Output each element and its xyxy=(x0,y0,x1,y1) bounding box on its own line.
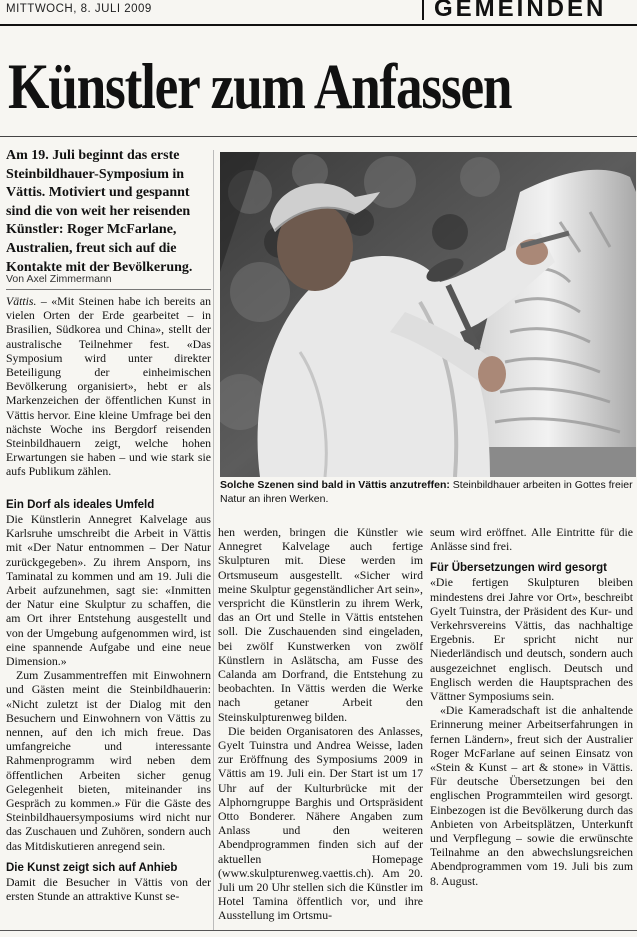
issue-date: MITTWOCH, 8. JULI 2009 xyxy=(6,3,152,15)
paragraph: «Die fertigen Skulpturen bleiben mindestens drei Jahre vor Ort», beschreibt Gyelt Tuinstra, der Präsident des Kur- und Verkehrsvereins Vättis, das nachhaltige Ergebnis. Er spricht nicht nur Niederländisch und deutsch, sondern auch ausgezeichnet englisch. Deutsch und Englisch werden die Hauptsprachen des Vättner Symposiums sein. xyxy=(430,575,633,704)
article-headline: Künstler zum Anfassen xyxy=(8,51,512,123)
body-column-2 xyxy=(218,525,423,923)
article-photo xyxy=(220,152,636,477)
headline-divider xyxy=(0,136,637,137)
article-lead: Am 19. Juli beginnt das erste Steinbildhauer-Symposium in Vättis. Motiviert und gespannt sind die von weit her reisenden Künstler: Roger McFarlane, Australien, freut sich auf die Kontakte mit der Bevölkerung. xyxy=(6,148,193,275)
subheading: Für Übersetzungen wird gesorgt xyxy=(430,562,607,575)
paragraph: Damit die Besucher in Vättis von der ersten Stunde an attraktive Kunst se- xyxy=(6,874,211,904)
paragraph: seum wird eröffnet. Alle Eintritte für die Anlässe sind frei. xyxy=(430,525,633,554)
byline-divider xyxy=(6,289,211,290)
subheading: Ein Dorf als ideales Umfeld xyxy=(6,499,155,511)
paragraph: Die Künstlerin Annegret Kalvelage aus Karlsruhe umschreibt die Arbeit in Vättis mit «Der Natur entnommen – Der Natur zurückgegeben». Zu ihrem Ansporn, ins Taminatal zu kommen und am 19. Juli die Arbeit aufzunehmen, sagt sie: «Inmitten der Natur eine Skulptur zu schaffen, die am Ort ihrer Entstehung ausgestellt und von der Umgebung aufgenommen wird, ist eine spannende Aufgabe und eine neue Dimension.» xyxy=(6,512,211,669)
byline: Von Axel Zimmermann xyxy=(6,273,112,285)
paragraph: Zum Zusammentreffen mit Einwohnern und Gästen meint die Steinbildhauerin: «Nicht zuletzt ist der Dialog mit den Besuchern und Einwohnern von Vättis zu nennen, auf den ich mich freue. Das umfangreiche und interessante Rahmenprogramm wird neben dem öffentlichen Arbeiten sicher genug Gelegenheit bieten, miteinander ins Gespräch zu kommen.» Für die Gäste des Steinbildhauersymposiums wird nicht nur das Zuschauen und Zuhören, sondern auch das Mitdiskutieren anregend sein. xyxy=(6,668,211,853)
section-title: GEMEINDEN xyxy=(422,0,637,20)
body-column-1-bottom xyxy=(6,490,211,903)
caption-lead: Solche Szenen sind bald in Vättis anzutreffen: xyxy=(220,479,450,491)
body-column-1-top xyxy=(6,294,211,479)
paragraph: – «Mit Steinen habe ich bereits an vielen Orten der Erde gearbeitet – in Brasilien, Südkorea und China», stellt der australische Teilnehmer fest. «Das Symposium wird unter direkter Beteiligung der einheimischen Bevölkerung organisiert», hebt er als Markenzeichen der öffentlichen Kunst in Vättis hervor. Eine kleine Umfrage bei den nächste Woche ins Bergdorf reisenden Steinbildhauern zeigt, welche hohen Erwartungen sie haben – und wie stark sie aufs Publikum zählen. xyxy=(6,294,211,479)
body-column-3 xyxy=(430,525,633,888)
photo-caption xyxy=(220,479,636,506)
caption-text: Steinbildhauer arbeiten in Gottes freier Natur an ihren Werken. xyxy=(220,479,633,505)
column-divider xyxy=(213,150,214,930)
subheading: Die Kunst zeigt sich auf Anhieb xyxy=(6,861,178,874)
dateline: Vättis. xyxy=(6,294,37,308)
footer-divider xyxy=(0,930,637,931)
paragraph: Die beiden Organisatoren des Anlasses, Gyelt Tuinstra und Andrea Weisse, laden zur Eröffnung des Symposiums 2009 in Vättis am 19. Juli ein. Der Start ist um 17 Uhr auf der Kulturbrücke mit der Alphorngruppe Barghis und Ortspräsident Otto Bonderer. Nähere Angaben zum Anlass und den weiteren Abendprogrammen finden sich auf der aktuellen Homepage (www.skulpturenweg.vaettis.ch). Am 20. Juli um 20 Uhr stellen sich die Künstler im Hotel Tamina öffentlich vor, und ihre Ausstellung im Ortsmu- xyxy=(218,723,423,923)
paragraph: «Die Kameradschaft ist die anhaltende Erinnerung meiner Arbeitserfahrungen in fernen Ländern», freut sich der Australier Roger McFarlane auf seinen Einsatz von «Stein & Kunst – art & stone» in Vättis. Für deutsche Übersetzungen bei den englischen Programmteilen wird gesorgt. Einbezogen ist die Bevölkerung durch das Anbieten von Arbeitsplätzen, Unterkunft und Verpflegung – sowie die erwünschte Teilnahme an den abwechslungsreichen Abendprogrammen vom 19. Juli bis zum 8. August. xyxy=(430,703,633,888)
paragraph: hen werden, bringen die Künstler wie Annegret Kalvelage auch fertige Skulpturen mit. Diese werden im Ortsmuseum ausgestellt. «Sicher wird meine Skulptur gegenständlicher Art sein», verspricht die Künstlerin zu ihrem Werk, das an Ort und Stelle in Vättis entstehen soll. Die Zuschauenden sind eingeladen, bei zwölf Kunstwerken von zwölf Künstlern in Aslätscha, am Fusse des Calanda am Dorfrand, die Entstehung zu beobachten. In Vättis werden die Werke nach getaner Arbeit den Steinskulpturenweg bilden. xyxy=(218,525,423,724)
sculptor-photo-illustration xyxy=(220,152,636,477)
header-divider xyxy=(0,24,637,26)
